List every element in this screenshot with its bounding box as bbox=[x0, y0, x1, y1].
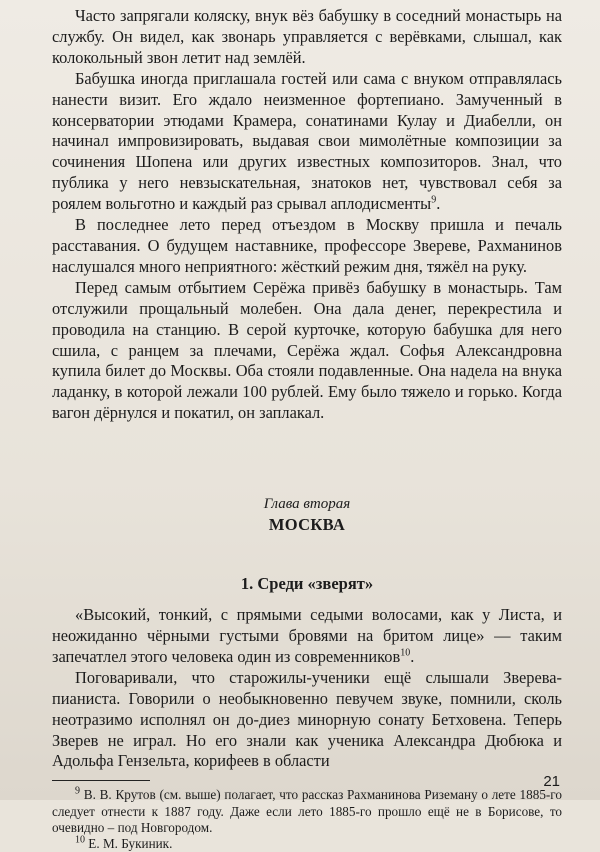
section-title: 1. Среди «зверят» bbox=[240, 574, 374, 594]
footnote-ref-9: 9 bbox=[431, 194, 437, 206]
chapter-label: Глава вторая bbox=[263, 496, 351, 513]
chapter-heading bbox=[52, 494, 562, 536]
section-paragraph-1: «Высокий, тонкий, с прямыми седыми волосами, как у Листа, и неожиданно чёрными густыми бровями на бритом лице» — таким запечатлел этого человека один из современников$^{10}$. bbox=[52, 605, 562, 666]
footnote-10: $^{10}$ Е. М. Букиник. bbox=[75, 834, 173, 851]
chapter-title: МОСКВА bbox=[268, 515, 346, 535]
footnote-9: $^9$ В. В. Крутов (см. выше) полагает, что рассказ Рахманинова Риземану о лете 1885-го следует отнести к 1887 году. Даже если лето 1885-го прошло ещё не в Борисове, то очевидно – под Новгородом. bbox=[52, 785, 562, 835]
footnote-mark-10: 10 bbox=[75, 834, 85, 846]
section-paragraph-2: Поговаривали, что старожилы-ученики ещё слышали Зверева-пианиста. Говорили о необыкновенно певучем звуке, помнили, сколь неотразимо исполнял он до-диез минорную сонату Бетховена. Теперь Зверев не играл. Но его знали как ученика Александра Дюбюка и Адольфа Гензельта, корифеев в области bbox=[52, 667, 562, 771]
footnote-mark-9: 9 bbox=[75, 785, 80, 797]
footnote-divider bbox=[52, 780, 150, 781]
paragraph-1: Часто запрягали коляску, внук вёз бабушку в соседний монастырь на службу. Он видел, как звонарь управляется с верёвками, слышал, как колокольный звон летит над землёй. bbox=[52, 6, 562, 67]
paragraph-4: Перед самым отбытием Серёжа привёз бабушку в монастырь. Там отслужили прощальный молебен. Она дала денег, перекрестила и проводила на станцию. В серой курточке, которую бабушка для него сшила, с ранцем за плечами, Серёжа ждал. Софья Александровна купила билет до Москвы. Оба стояли подавленные. Она надела на внука ладанку, в которой лежали 100 рублей. Ему было тяжело и горько. Когда вагон дёрнулся и покатил, он заплакал. bbox=[52, 277, 562, 423]
page-number: 21 bbox=[543, 773, 560, 790]
paragraph-3: В последнее лето перед отъездом в Москву пришла и печаль расставания. О будущем наставнике, профессоре Звереве, Рахманинов наслушался много неприятного: жёсткий режим дня, тяжёл на руку. bbox=[52, 215, 562, 276]
paragraph-2: Бабушка иногда приглашала гостей или сама с внуком отправлялась нанести визит. Его ждало неизменное фортепиано. Замученный в консерватории этюдами Крамера, сонатинами Кулау и Диабелли, он начинал импровизировать, выдавая свои мимолётные композиции за сочинения Шопена или других известных композиторов. Знал, что публика у него невзыскательная, знатоков нет, чувствовал себя за роялем вольготно и каждый раз срывал аплодисменты$^9$. bbox=[52, 68, 562, 214]
footnote-ref-10: 10 bbox=[400, 647, 411, 659]
